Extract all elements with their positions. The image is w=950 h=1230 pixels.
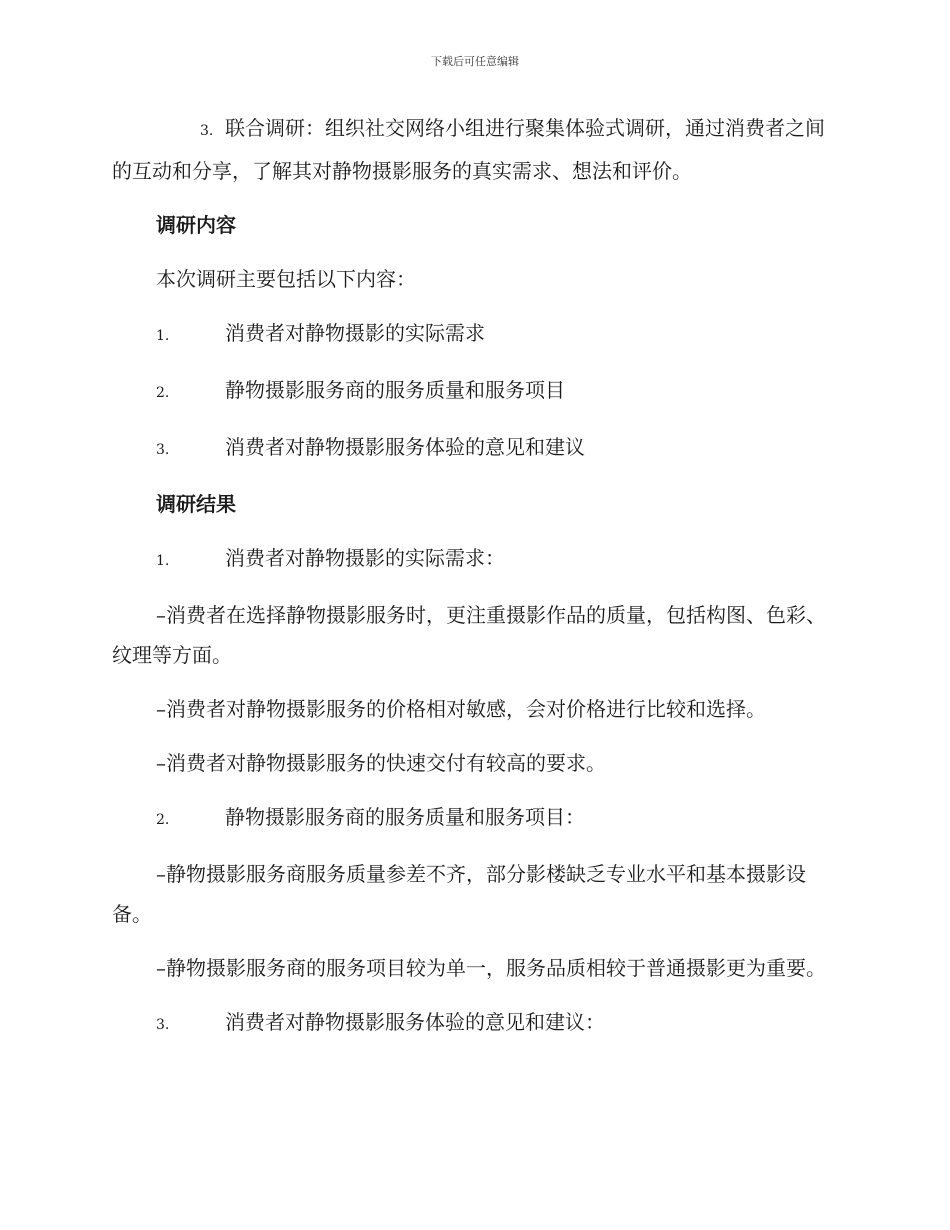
list-item-text: 消费者对静物摄影服务体验的意见和建议: [225, 435, 585, 459]
list-number: 1.: [156, 553, 170, 569]
paragraph: –消费者在选择静物摄影服务时，更注重摄影作品的质量，包括构图、色彩、纹理等方面。: [112, 603, 826, 667]
list-item: [112, 370, 832, 413]
list-item-text: 消费者对静物摄影的实际需求: [225, 321, 485, 345]
paragraph: –静物摄影服务商服务质量参差不齐，部分影楼缺乏专业水平和基本摄影设备。: [112, 862, 806, 926]
list-number: 3.: [200, 123, 214, 139]
paragraph: –静物摄影服务商的服务项目较为单一，服务品质相较于普通摄影更为重要。: [156, 956, 826, 980]
list-number: 2.: [156, 812, 170, 828]
section-heading: 调研内容: [156, 213, 236, 237]
paragraph: –消费者对静物摄影服务的价格相对敏感，会对价格进行比较和选择。: [156, 697, 766, 721]
document-body: [112, 108, 832, 1059]
list-item-text: 消费者对静物摄影的实际需求：: [225, 546, 505, 570]
list-item: [112, 313, 832, 356]
list-item: [112, 797, 832, 840]
paragraph: 本次调研主要包括以下内容：: [156, 267, 416, 291]
list-number: 3.: [156, 442, 170, 458]
list-number: 3.: [156, 1017, 170, 1033]
list-item: [112, 1002, 832, 1045]
list-item: [112, 427, 832, 470]
list-number: 2.: [156, 385, 170, 401]
list-number: 1.: [156, 328, 170, 344]
list-item-text: 联合调研：组织社交网络小组进行聚集体验式调研，通过消费者之间的互动和分享，了解其对静物摄影服务的真实需求、想法和评价。: [112, 116, 825, 183]
section-heading: 调研结果: [156, 492, 236, 516]
list-item-text: 静物摄影服务商的服务质量和服务项目：: [225, 805, 585, 829]
list-item: [112, 108, 832, 191]
paragraph: –消费者对静物摄影服务的快速交付有较高的要求。: [156, 751, 606, 775]
page-header: 下载后可任意编辑: [431, 55, 519, 68]
list-item-text: 消费者对静物摄影服务体验的意见和建议：: [225, 1010, 605, 1034]
list-item-text: 静物摄影服务商的服务质量和服务项目: [225, 378, 565, 402]
list-item: [112, 538, 832, 581]
